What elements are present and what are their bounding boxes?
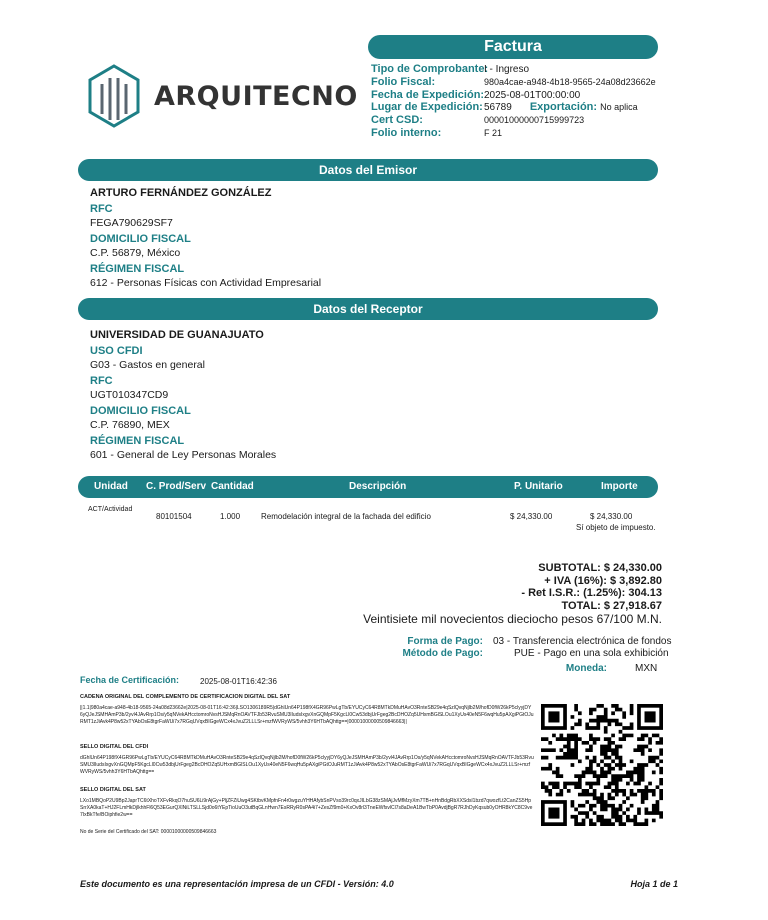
fecha-label: Fecha de Expedición: bbox=[371, 88, 485, 101]
csd-value: 00001000000715999723 bbox=[484, 115, 585, 126]
receptor-uso-label: USO CFDI bbox=[90, 345, 143, 357]
col-unidad: Unidad bbox=[94, 481, 128, 492]
row-clave: 80101504 bbox=[156, 512, 192, 521]
emisor-rfc: FEGA790629SF7 bbox=[90, 217, 173, 229]
metodo-pago-value: PUE - Pago en una sola exhibición bbox=[514, 648, 669, 659]
moneda-label: Moneda: bbox=[565, 663, 607, 674]
cadena-original: ||1.1|980a4cae-a948-4b18-9565-24a08d23662e|2025-08-01T16:42:36|LSO1306189R5|dGhlUn64P198fX4GR96PwLgTb/EYUCyC64R8MTkDMuHAvO3RnteSB29e4qSzlQvqNjlb2M/hofD0fW26kP5clyyjDY6yQJeJSMHAmP3b/2yvl4JAvRrp1Os/y5qNVekAHcctomroNvsHJSMqRnOAVTFJb53RvuSMU3lIudsIxgvXnGQMpF5KgcLl0Cw53dbjUrFgeg2BcDHOZq5UHxmBGlSLOu1XyUs40eN5F6wqHu5pAXgiPGtOJuRMT1zJiAvk4P8w52xTYAbOsE8tgrFaWUi7x7RGqUVqxBIGgeWCx4xJvuZ2LLLSr+mzfWVRyWS/5vhh3Y6HTbAQhttg==|00001000000509846663|| bbox=[80, 705, 534, 726]
total: TOTAL: $ 27,918.67 bbox=[561, 599, 662, 612]
row-nota: Sí objeto de impuesto. bbox=[576, 523, 656, 532]
receptor-rfc-label: RFC bbox=[90, 375, 113, 387]
emisor-regimen: 612 - Personas Físicas con Actividad Empresarial bbox=[90, 277, 322, 289]
csd-label: Cert CSD: bbox=[371, 114, 423, 127]
row-unitario: $ 24,330.00 bbox=[510, 512, 553, 521]
exportacion-value: No aplica bbox=[600, 102, 638, 113]
no-serie-sat: No de Serie del Certificado del SAT: 00001000000509846663 bbox=[80, 829, 217, 835]
logo-icon bbox=[86, 64, 142, 128]
row-importe: $ 24,330.00 bbox=[590, 512, 633, 521]
receptor-name: UNIVERSIDAD DE GUANAJUATO bbox=[90, 329, 264, 341]
totals-block bbox=[521, 562, 662, 612]
footer-legend: Este documento es una representación impresa de un CFDI - Versión: 4.0 bbox=[80, 879, 394, 889]
receptor-domicilio-label: DOMICILIO FISCAL bbox=[90, 405, 191, 417]
forma-pago-label: Forma de Pago: bbox=[407, 636, 483, 647]
exportacion-label: Exportación: bbox=[529, 101, 598, 114]
col-unitario: P. Unitario bbox=[514, 481, 563, 492]
col-clave: C. Prod/Serv bbox=[146, 481, 207, 492]
fecha-value: 2025-08-01T00:00:00 bbox=[484, 89, 581, 101]
certificacion-fecha: 2025-08-01T16:42:36 bbox=[200, 677, 277, 686]
emisor-domicilio: C.P. 56879, México bbox=[90, 247, 181, 259]
row-descripcion: Remodelación integral de la fachada del edificio bbox=[261, 512, 431, 521]
company-logo bbox=[86, 64, 358, 128]
emisor-regimen-label: RÉGIMEN FISCAL bbox=[90, 263, 185, 275]
cadena-title: CADENA ORIGINAL DEL COMPLEMENTO DE CERTIFICACION DIGITAL DEL SAT bbox=[80, 694, 291, 700]
isr-retention: - Ret I.S.R.: (1.25%): 304.13 bbox=[521, 587, 662, 599]
document-title: Factura bbox=[368, 35, 658, 59]
row-unidad: ACT/Actividad bbox=[88, 506, 133, 513]
row-cantidad: 1.000 bbox=[220, 512, 241, 521]
emisor-rfc-label: RFC bbox=[90, 203, 113, 215]
folio-interno-label: Folio interno: bbox=[371, 126, 442, 139]
iva: + IVA (16%): $ 3,892.80 bbox=[544, 574, 662, 587]
receptor-block bbox=[90, 329, 276, 464]
col-descripcion: Descripción bbox=[349, 481, 407, 492]
amount-in-words: Veintisiete mil novecientos dieciocho pesos 67/100 M.N. bbox=[363, 612, 662, 626]
moneda-value: MXN bbox=[635, 663, 658, 674]
receptor-section-header: Datos del Receptor bbox=[78, 298, 658, 320]
emisor-section-header: Datos del Emisor bbox=[78, 159, 658, 181]
qr-code-icon bbox=[541, 704, 663, 826]
header-info bbox=[371, 63, 656, 140]
sello-cfdi-title: SELLO DIGITAL DEL CFDI bbox=[80, 744, 149, 750]
sello-sat: LXo1MBQoP2U9Bp2JaprTC6tXhoTXFvRkqO7huSU6Li9rAjGy+PljZFZiUwg4SKtbvKMpfnFn4r0wgzuYHHAfybSnPVso39rc0qxJILbG38zSMAjJvMfMzyXm7TB+nHnBdgRbXXSdsl1bzd7qwozfLt2CanZS5HpSrrXA0kaT+HJ2FLmHkDjlkhhFl6Q53EGurQXlNiLTSLLSjd0o6tYEpTioUuO3utBqGLnHwn7EsRRyR0sPA4i7+ZesZf9m0+KxOv8rl3TneEWfsvlCl7s8aDeA1BwTbP0AvdjBgR7RJhDyKqsub0yOHR8kYC8C9ve7IxBkTfe/BOiphfie2w== bbox=[80, 798, 533, 819]
receptor-domicilio: C.P. 76890, MEX bbox=[90, 419, 170, 431]
receptor-uso: G03 - Gastos en general bbox=[90, 359, 205, 371]
forma-pago-value: 03 - Transferencia electrónica de fondos bbox=[493, 636, 672, 647]
emisor-name: ARTURO FERNÁNDEZ GONZÁLEZ bbox=[90, 187, 272, 199]
receptor-rfc: UGT010347CD9 bbox=[90, 389, 169, 401]
company-name: ARQUITECNO bbox=[154, 80, 358, 112]
col-importe: Importe bbox=[601, 481, 638, 492]
subtotal: SUBTOTAL: $ 24,330.00 bbox=[538, 562, 662, 574]
lugar-label: Lugar de Expedición: bbox=[371, 101, 483, 114]
emisor-domicilio-label: DOMICILIO FISCAL bbox=[90, 233, 191, 245]
concepts-table-header bbox=[78, 476, 658, 498]
folio-fiscal-value: 980a4cae-a948-4b18-9565-24a08d23662e bbox=[484, 76, 656, 87]
col-cantidad: Cantidad bbox=[211, 481, 254, 492]
folio-interno-value: F 21 bbox=[484, 127, 503, 138]
page-number: Hoja 1 de 1 bbox=[630, 879, 678, 889]
tipo-value: I - Ingreso bbox=[484, 64, 530, 75]
sello-cfdi: dGhlUn64P198fX4GR96PwLgTb/EYUCyC64R8MTkDMuHAvO3RnteSB29e4qSzlQvqNjlb2M/hofD0fW26kP5clyyjDY6yQJeJSMHAmP3b/2yvl4JAvRrp1Os/y5qNVekAHcctomroNvsHJSMqRnOAVTFJb53RvuSMU3lIudsIxgvXnGQMpF5KgcLl0Cw53dbjUrFgeg2BcDHOZq5UHxmBGlSLOu1XyUs40eN5F6wqHu5pAXgiPGtOJuRMT1zJiAvk4P8w52xTYAbOsE8tgrFaWUi7x7RGqUVqxBIGgeWCx4xJvuZ2LLLSr+mzfWVRyWS/5vhh3Y6HTbAQhttg== bbox=[80, 755, 534, 776]
metodo-pago-label: Método de Pago: bbox=[402, 648, 483, 659]
tipo-label: Tipo de Comprobante: bbox=[371, 63, 489, 75]
lugar-value: 56789 bbox=[484, 102, 512, 114]
receptor-regimen-label: RÉGIMEN FISCAL bbox=[90, 435, 185, 447]
folio-fiscal-label: Folio Fiscal: bbox=[371, 75, 436, 88]
emisor-block bbox=[90, 187, 321, 292]
sello-sat-title: SELLO DIGITAL DEL SAT bbox=[80, 787, 146, 793]
receptor-regimen: 601 - General de Ley Personas Morales bbox=[90, 449, 277, 461]
certificacion-label: Fecha de Certificación: bbox=[80, 675, 180, 685]
